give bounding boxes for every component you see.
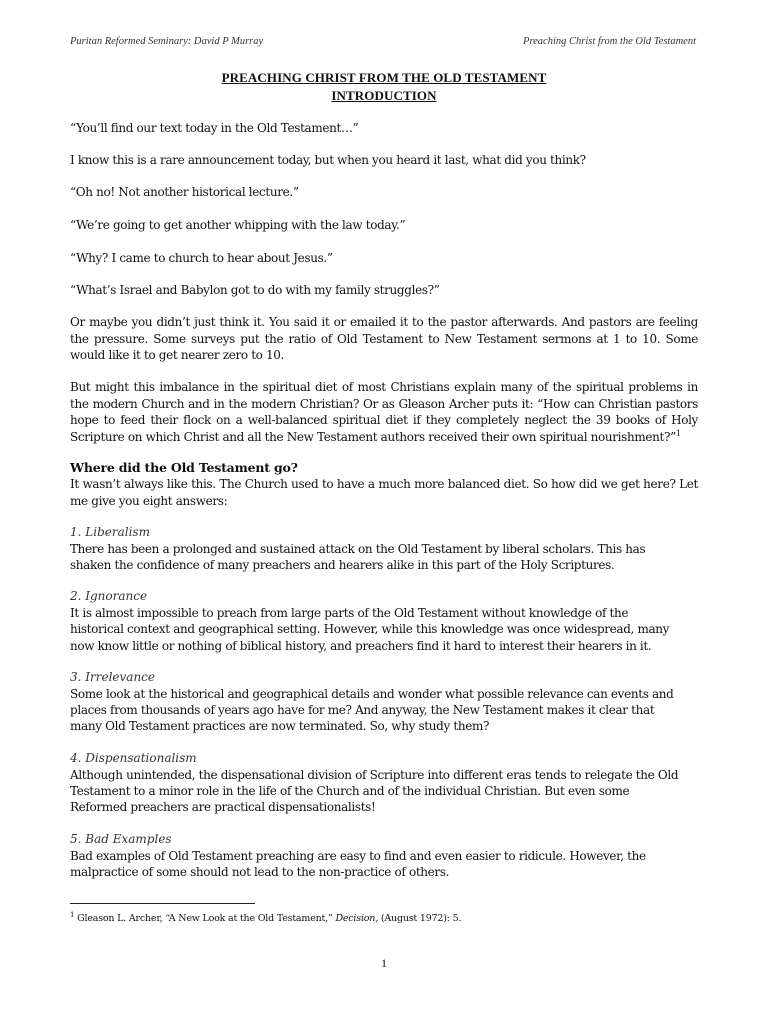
answer-line: There has been a prolonged and sustained attack on the Old Testament by liberal scholars. This has (70, 542, 646, 556)
answer-line: Some look at the historical and geographical details and wonder what possible relevance can events and (70, 687, 674, 701)
answer-line: historical context and geographical setting. However, while this knowledge was once widespread, many (70, 622, 670, 636)
paragraph-text: But might this imbalance in the spiritual diet of most Christians explain many of the spiritual problems in the modern Church and in the modern Christian? Or as Gleason Archer puts it: “How can Christian pastors hope to feed their flock on a well-balanced spiritual diet if they completely neglect the 39 books of Holy Scripture on which Christ and all the New Testament authors received their own spiritual nourishment?” (70, 380, 698, 444)
footnote-text: Gleason L. Archer, “A New Look at the Old Testament,” (77, 913, 333, 925)
footnote-source: Decision, (335, 913, 379, 925)
footnote (70, 911, 461, 924)
section-heading: Where did the Old Testament go? (70, 460, 298, 475)
answer-line: Bad examples of Old Testament preaching are easy to find and even easier to ridicule. However, the (70, 849, 646, 863)
paragraph: “What’s Israel and Babylon got to do with my family struggles?” (70, 283, 440, 297)
section-paragraph: It wasn’t always like this. The Church used to have a much more balanced diet. So how did we get here? Let me give you eight answers: (70, 477, 698, 508)
paragraph: “Oh no! Not another historical lecture.” (70, 185, 299, 199)
footnote-date: (August 1972): 5. (380, 913, 462, 925)
header-author: Puritan Reformed Seminary: David P Murray (70, 36, 264, 47)
answer-line: places from thousands of years ago have for me? And anyway, the New Testament makes it clear that (70, 703, 655, 717)
footnote-number: 1 (70, 911, 75, 919)
header-course: Preaching Christ from the Old Testament (523, 36, 696, 47)
answer-line: Testament to a minor role in the life of the Church and of the individual Christian. But even some (70, 784, 630, 798)
document-title: PREACHING CHRIST FROM THE OLD TESTAMENT (221, 70, 547, 85)
footnote-reference: 1 (675, 428, 681, 438)
answer-title: 2. Ignorance (70, 589, 148, 603)
paragraph: “You’ll find our text today in the Old Testament…” (70, 121, 359, 135)
page-number: 1 (381, 956, 387, 970)
answer-line: shaken the confidence of many preachers and hearers alike in this part of the Holy Scriptures. (70, 558, 615, 572)
paragraph: “Why? I came to church to hear about Jesus.” (70, 251, 333, 265)
answer-line: malpractice of some should not lead to the non-practice of others. (70, 865, 450, 879)
answer-line: Reformed preachers are practical dispensationalists! (70, 800, 376, 814)
document-subtitle: INTRODUCTION (331, 88, 437, 103)
answer-line: Although unintended, the dispensational division of Scripture into different eras tends to relegate the Old (70, 768, 679, 782)
footnote-divider (70, 903, 255, 904)
answer-line: now know little or nothing of biblical history, and preachers find it hard to interest their hearers in it. (70, 639, 652, 653)
answer-title: 3. Irrelevance (70, 670, 156, 684)
paragraph-with-footnote (70, 379, 698, 445)
answer-title: 1. Liberalism (70, 525, 150, 539)
answer-line: many Old Testament practices are now terminated. So, why study them? (70, 719, 490, 733)
answer-title: 5. Bad Examples (70, 832, 172, 846)
answer-title: 4. Dispensationalism (70, 751, 197, 765)
paragraph: “We’re going to get another whipping with the law today.” (70, 218, 406, 232)
paragraph: I know this is a rare announcement today, but when you heard it last, what did you think? (70, 153, 586, 167)
paragraph: Or maybe you didn’t just think it. You said it or emailed it to the pastor afterwards. And pastors are feeling the pressure. Some surveys put the ratio of Old Testament to New Testament sermons at 1 to 10. Some would like it to get nearer zero to 10. (70, 315, 698, 362)
answer-line: It is almost impossible to preach from large parts of the Old Testament without knowledge of the (70, 606, 629, 620)
